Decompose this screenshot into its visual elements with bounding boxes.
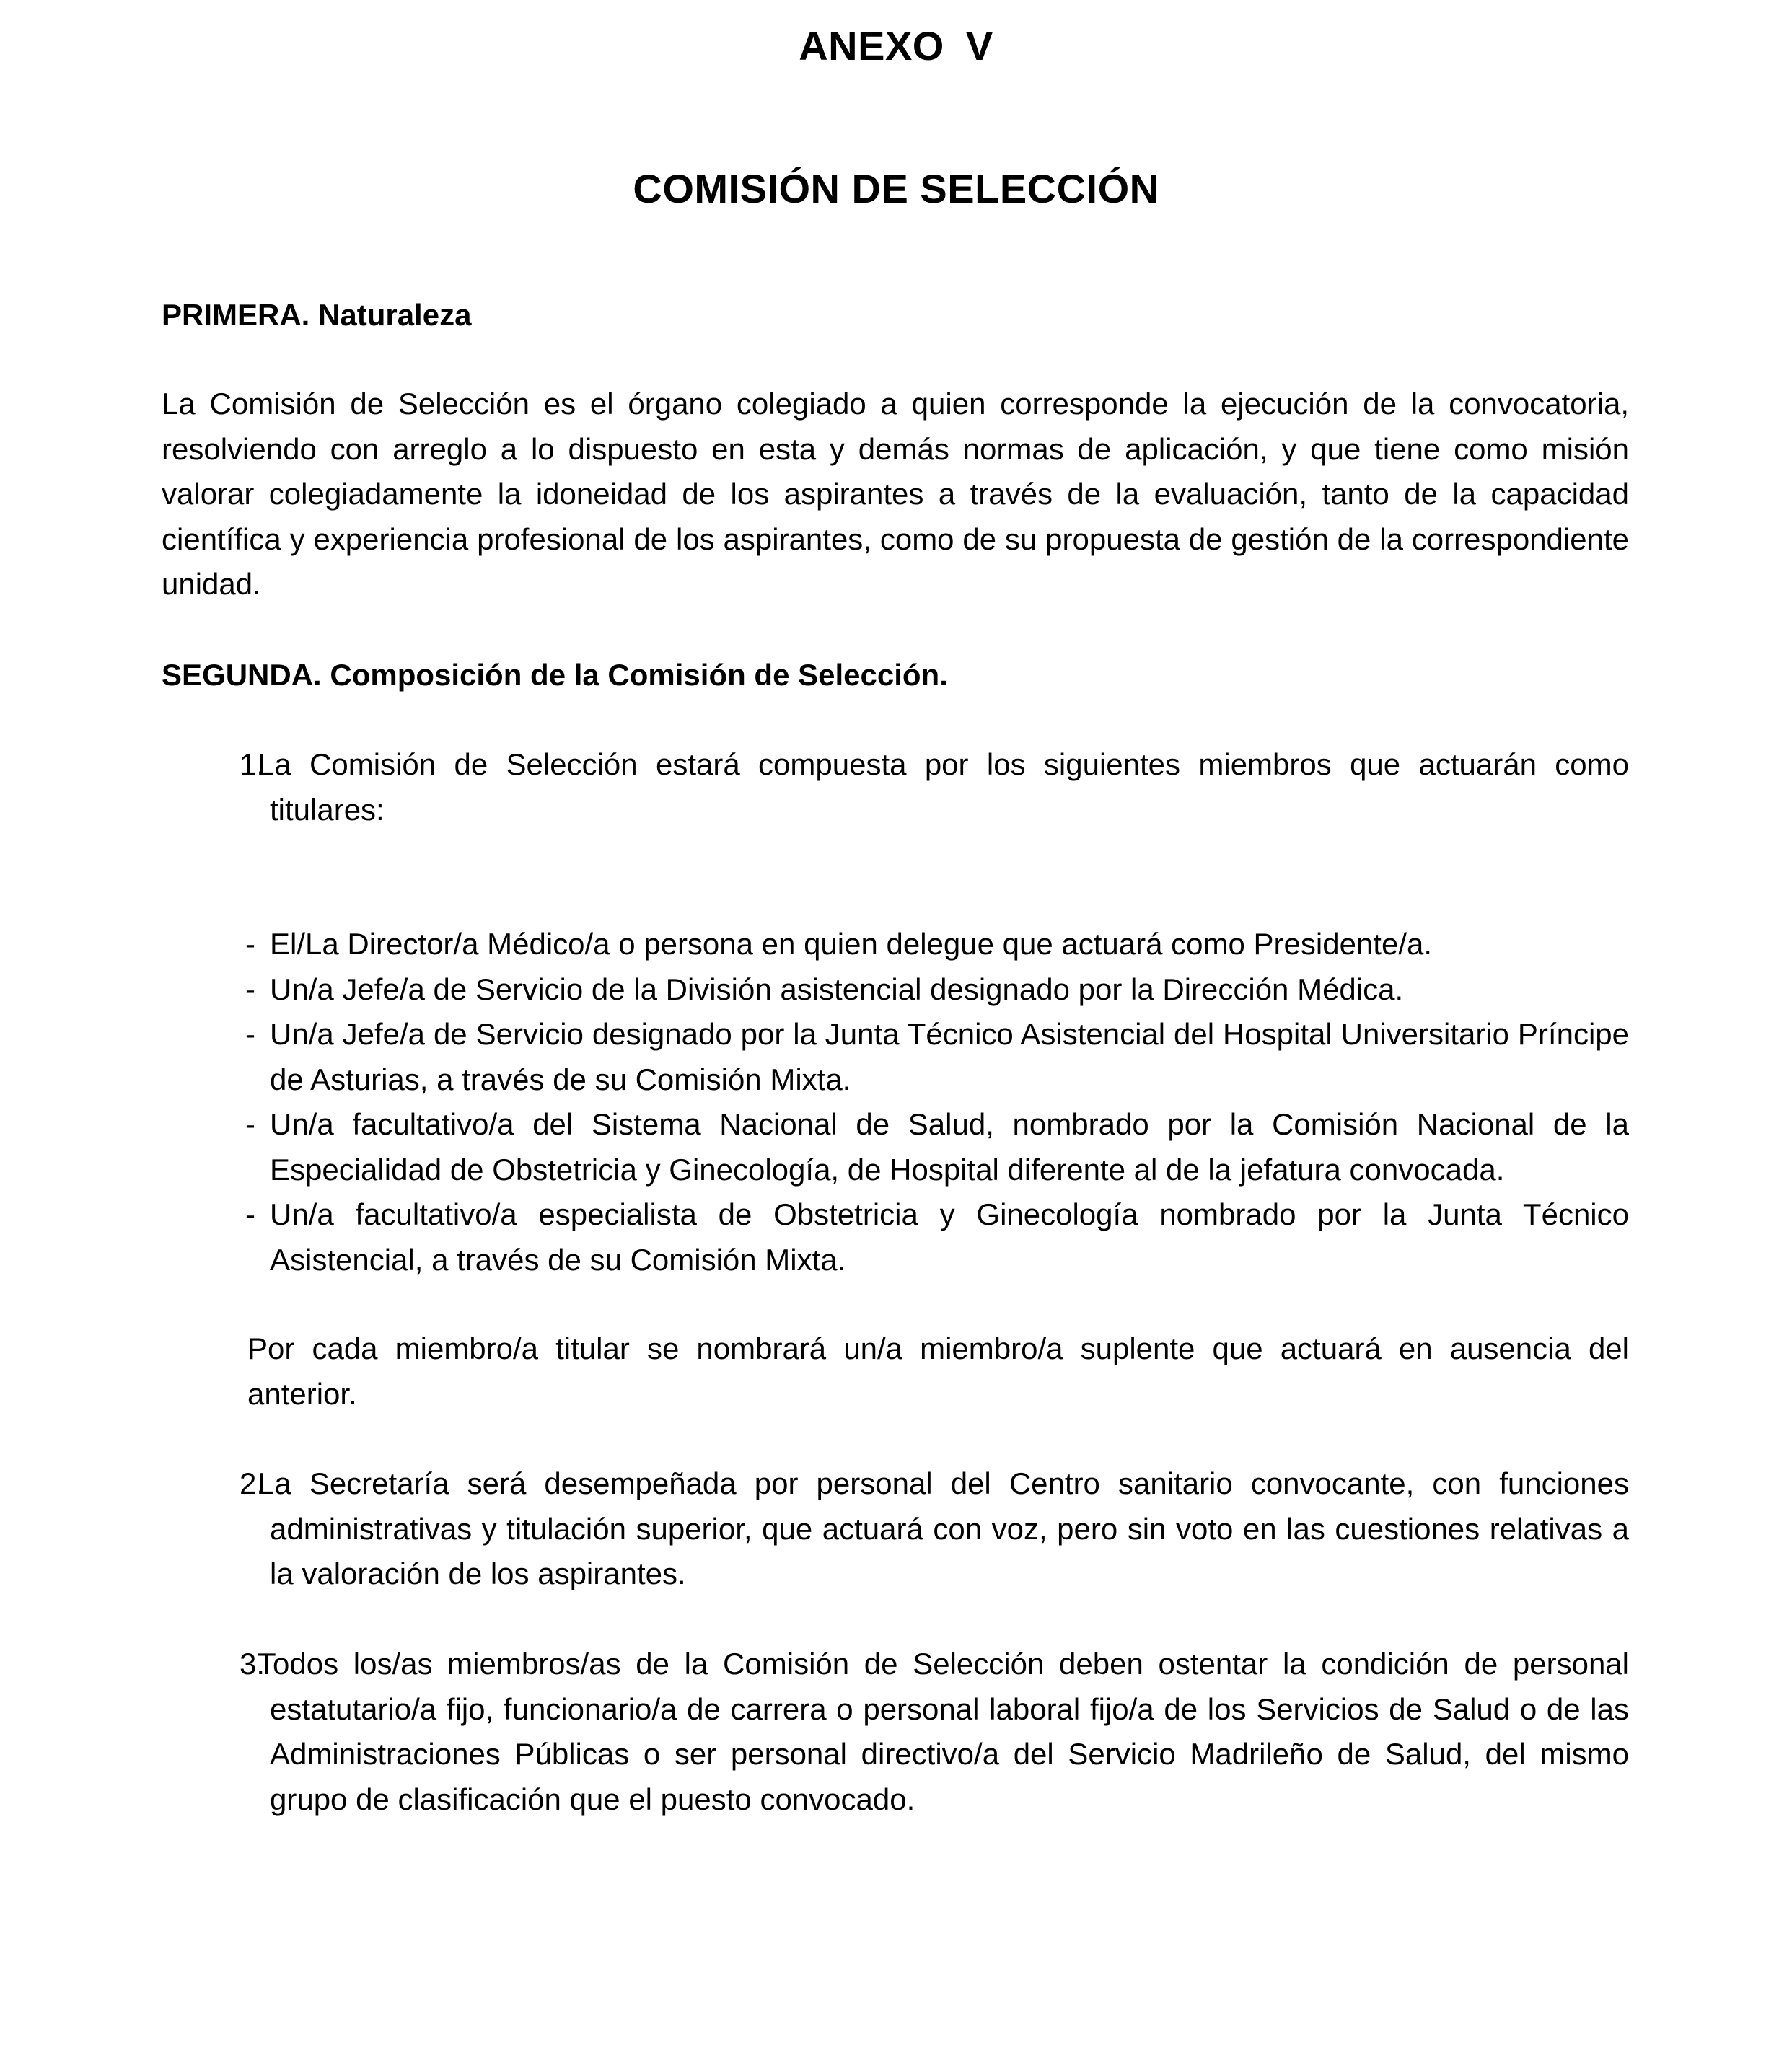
- member-text: Un/a facultativo/a del Sistema Nacional de Salud, nombrado por la Comisión Nacional de la Especialidad de Obstetricia y Ginecología, de Hospital diferente al de la jefatura convocada.: [270, 1107, 1629, 1187]
- item-text: La Secretaría será desempeñada por personal del Centro sanitario convocante, con funciones administrativas y titulación superior, que actuará con voz, pero sin voto en las cuestiones relativas a la valoración de los aspirantes.: [258, 1466, 1629, 1590]
- item-number: 1.: [239, 747, 265, 781]
- main-title: COMISIÓN DE SELECCIÓN: [633, 166, 1159, 211]
- section-primera-body: La Comisión de Selección es el órgano colegiado a quien corresponde la ejecución de la convocatoria, resolviendo con arreglo a lo dispuesto en esta y demás normas de aplicación, y que tiene como misión valorar colegiadamente la idoneidad de los aspirantes a través de la evaluación, tanto de la capacidad científica y experiencia profesional de los aspirantes, como de su propuesta de gestión de la correspondiente unidad.: [162, 387, 1629, 601]
- member-text: Un/a Jefe/a de Servicio de la División asistencial designado por la Dirección Médica.: [270, 972, 1404, 1006]
- list-item: [245, 1102, 1629, 1192]
- member-text: El/La Director/a Médico/a o persona en quien delegue que actuará como Presidente/a.: [270, 927, 1433, 961]
- item-number: 2.: [239, 1466, 265, 1500]
- annex-title: ANEXO V: [799, 23, 993, 69]
- substitutes-note: Por cada miembro/a titular se nombrará un/a miembro/a suplente que actuará en ausencia del anterior.: [247, 1331, 1629, 1411]
- numbered-item-1: [239, 742, 1629, 832]
- member-text: Un/a facultativo/a especialista de Obstetricia y Ginecología nombrado por la Junta Técnico Asistencial, a través de su Comisión Mixta.: [270, 1197, 1629, 1277]
- dash-marker: -: [245, 1197, 255, 1231]
- item-text: La Comisión de Selección estará compuesta por los siguientes miembros que actuarán como titulares:: [258, 747, 1629, 827]
- list-item: [245, 1012, 1629, 1102]
- list-item: [245, 1192, 1629, 1282]
- dash-marker: -: [245, 1017, 255, 1051]
- section-segunda-heading: SEGUNDA. Composición de la Comisión de Selección.: [162, 658, 948, 692]
- member-text: Un/a Jefe/a de Servicio designado por la Junta Técnico Asistencial del Hospital Universitario Príncipe de Asturias, a través de su Comisión Mixta.: [270, 1017, 1629, 1096]
- numbered-item-3: [239, 1642, 1629, 1822]
- members-list: [245, 922, 1629, 1282]
- item-text: Todos los/as miembros/as de la Comisión de Selección deben ostentar la condición de personal estatutario/a fijo, funcionario/a de carrera o personal laboral fijo/a de los Servicios de Salud o de las Administraciones Públicas o ser personal directivo/a del Servicio Madrileño de Salud, del mismo grupo de clasificación que el puesto convocado.: [258, 1647, 1629, 1816]
- dash-marker: -: [245, 1107, 255, 1141]
- dash-marker: -: [245, 927, 255, 961]
- numbered-item-2: [239, 1461, 1629, 1597]
- list-item: [245, 967, 1629, 1013]
- item-number: 3.: [239, 1647, 265, 1681]
- section-primera-heading: PRIMERA. Naturaleza: [162, 298, 472, 332]
- list-item: [245, 922, 1629, 967]
- dash-marker: -: [245, 972, 255, 1006]
